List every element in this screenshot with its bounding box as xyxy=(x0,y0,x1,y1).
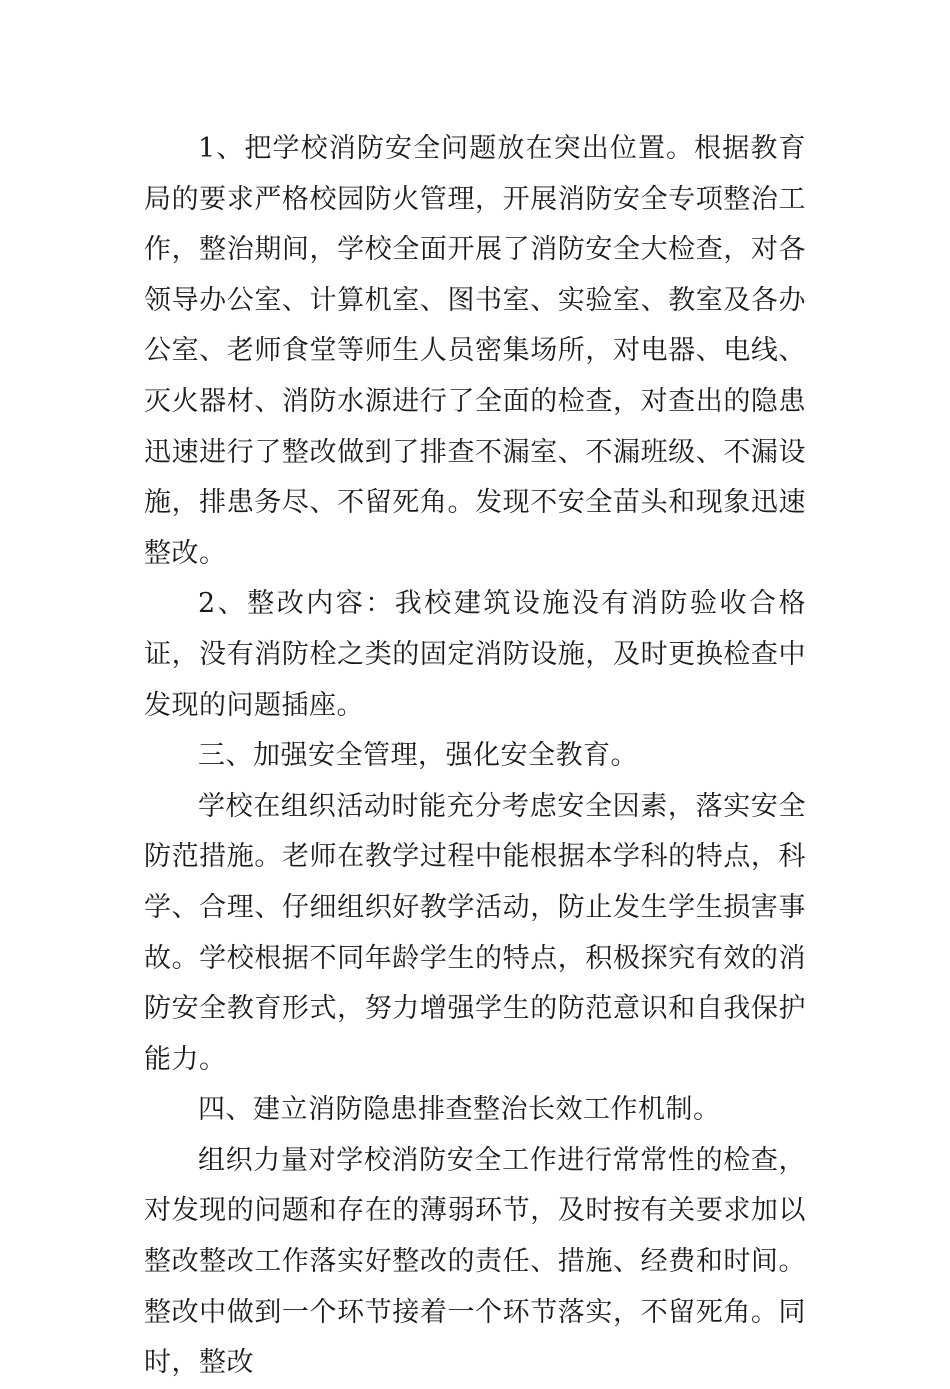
heading-long-term-mechanism: 四、建立消防隐患排查整治长效工作机制。 xyxy=(198,1094,721,1126)
paragraph-regular-inspection: 组织力量对学校消防安全工作进行常常性的检查，对发现的问题和存在的薄弱环节，及时按有关要求加以整改整改工作落实好整改的责任、措施、经费和时间。整改中做到一个环节接着一个环节落实，不留死角。同时，整改 xyxy=(144,1144,806,1379)
document-body xyxy=(144,124,806,1389)
paragraph-fire-safety-priority: 1、把学校消防安全问题放在突出位置。根据教育局的要求严格校园防火管理，开展消防安全专项整治工作，整治期间，学校全面开展了消防安全大检查，对各领导办公室、计算机室、图书室、实验室、教室及各办公室、老师食堂等师生人员密集场所，对电器、电线、灭火器材、消防水源进行了全面的检查，对查出的隐患迅速进行了整改做到了排查不漏室、不漏班级、不漏设施，排患务尽、不留死角。发现不安全苗头和现象迅速整改。 xyxy=(144,133,806,569)
heading-safety-management: 三、加强安全管理，强化安全教育。 xyxy=(198,740,638,772)
paragraph-safety-education: 学校在组织活动时能充分考虑安全因素，落实安全防范措施。老师在教学过程中能根据本学科的特点，科学、合理、仔细组织好教学活动，防止发生学生损害事故。学校根据不同年龄学生的特点，积极探究有效的消防安全教育形式，努力增强学生的防范意识和自我保护能力。 xyxy=(144,790,806,1075)
paragraph-rectification-content: 2、整改内容：我校建筑设施没有消防验收合格证，没有消防栓之类的固定消防设施，及时更换检查中发现的问题插座。 xyxy=(144,588,806,721)
